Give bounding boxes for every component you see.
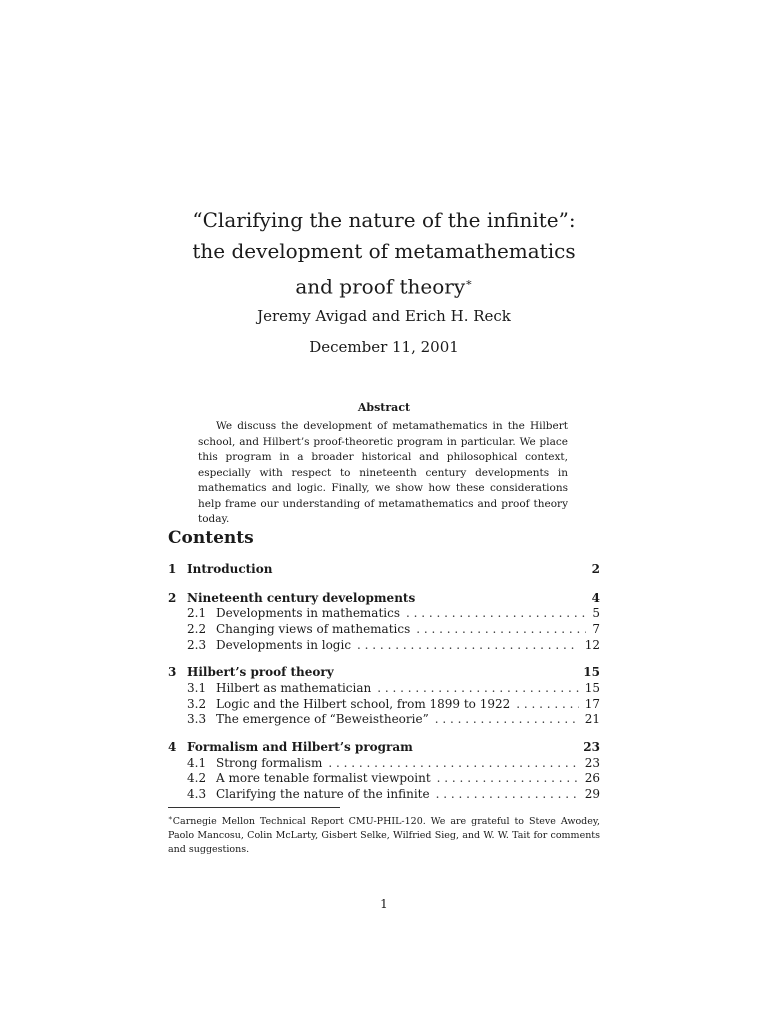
- toc-entry-page: 17: [584, 697, 600, 711]
- toc-entry-title: Changing views of mathematics: [216, 622, 411, 636]
- footnote-mark: ∗: [168, 814, 173, 822]
- toc-entry-page: 23: [584, 756, 600, 770]
- contents-heading: Contents: [168, 528, 254, 548]
- toc-entry-page: 26: [584, 771, 600, 785]
- toc-leader-dots: [436, 787, 579, 801]
- toc-entry-title: Formalism and Hilbert’s program: [187, 740, 413, 754]
- toc-entry-number: 3.2: [187, 697, 207, 711]
- toc-entry-title: Hilbert’s proof theory: [187, 665, 334, 679]
- title-line-3: [0, 267, 768, 303]
- toc-entry-page: 15: [583, 665, 600, 679]
- toc-entry-number: 1: [168, 562, 177, 576]
- authors: Jeremy Avigad and Erich H. Reck: [257, 307, 511, 325]
- toc-entry-number: 4: [168, 740, 177, 754]
- toc-entry-page: 23: [583, 740, 600, 754]
- toc-entry[interactable]: [168, 622, 600, 636]
- abstract-text: We discuss the development of metamathematics in the Hilbert school, and Hilbert’s proof-theoretic program in particular. We place this program in a broader historical and philosophical context, especially with respect to nineteenth century developments in mathematics and logic. Finally, we show how these considerations help frame our understanding of metamathematics and proof theory today.: [198, 420, 568, 525]
- toc-entry-title: Hilbert as mathematician: [216, 681, 372, 695]
- toc-entry[interactable]: [168, 740, 600, 754]
- toc-leader-dots: [357, 638, 579, 652]
- toc-entry[interactable]: [168, 787, 600, 801]
- toc-leader-dots: [406, 606, 586, 620]
- toc-entry-title: Introduction: [187, 562, 273, 576]
- toc-entry-page: 29: [584, 787, 600, 801]
- toc-leader-dots: [377, 681, 578, 695]
- toc-entry-number: 3: [168, 665, 177, 679]
- toc-entry[interactable]: [168, 562, 600, 576]
- toc-entry[interactable]: [168, 681, 600, 695]
- toc-entry-title: The emergence of “Beweistheorie”: [216, 712, 429, 726]
- toc-entry[interactable]: [168, 756, 600, 770]
- toc-entry[interactable]: [168, 606, 600, 620]
- toc-entry-title: Logic and the Hilbert school, from 1899 to 1922: [216, 697, 511, 711]
- footnote-rule: [168, 807, 340, 808]
- footnote-text: Carnegie Mellon Technical Report CMU-PHIL-120. We are grateful to Steve Awodey, Paolo Mancosu, Colin McLarty, Gisbert Selke, Wilfried Sieg, and W. W. Tait for comments and suggestions.: [168, 816, 600, 856]
- title-line-3-text: and proof theory: [295, 274, 466, 299]
- toc-entry-number: 3.3: [187, 712, 207, 726]
- toc-entry[interactable]: [168, 665, 600, 679]
- toc-entry-number: 2: [168, 591, 177, 605]
- toc-entry-number: 2.3: [187, 638, 207, 652]
- toc-entry[interactable]: [168, 697, 600, 711]
- toc-entry-page: 4: [591, 591, 600, 605]
- toc-entry-number: 2.2: [187, 622, 207, 636]
- toc-entry-title: Clarifying the nature of the infinite: [216, 787, 430, 801]
- title-line-1: “Clarifying the nature of the infinite”:: [192, 208, 576, 232]
- toc-entry-title: Developments in logic: [216, 638, 352, 652]
- title-footnote-mark: ∗: [465, 276, 473, 289]
- toc-entry-number: 4.1: [187, 756, 207, 770]
- toc-entry-number: 2.1: [187, 606, 207, 620]
- toc-entry-page: 5: [592, 606, 600, 620]
- toc-entry-number: 4.2: [187, 771, 207, 785]
- toc-leader-dots: [416, 622, 586, 636]
- toc-entry-title: Developments in mathematics: [216, 606, 400, 620]
- toc-entry-page: 15: [584, 681, 600, 695]
- toc-entry-title: Strong formalism: [216, 756, 323, 770]
- page-number: 1: [380, 897, 388, 911]
- toc-entry-title: Nineteenth century developments: [187, 591, 416, 605]
- toc-entry[interactable]: [168, 638, 600, 652]
- toc-entry-title: A more tenable formalist viewpoint: [216, 771, 431, 785]
- toc-leader-dots: [328, 756, 578, 770]
- toc-entry-page: 2: [591, 562, 600, 576]
- toc-entry-page: 12: [584, 638, 600, 652]
- toc-entry[interactable]: [168, 591, 600, 605]
- toc-entry[interactable]: [168, 771, 600, 785]
- paper-title: [0, 205, 768, 303]
- toc-leader-dots: [516, 697, 578, 711]
- toc-entry-number: 3.1: [187, 681, 207, 695]
- toc-entry-page: 21: [584, 712, 600, 726]
- toc-entry-number: 4.3: [187, 787, 207, 801]
- toc-leader-dots: [435, 712, 579, 726]
- footnote: [168, 811, 600, 857]
- date: December 11, 2001: [309, 338, 459, 356]
- abstract-heading: Abstract: [357, 401, 411, 414]
- toc-entry-page: 7: [592, 622, 600, 636]
- toc-leader-dots: [437, 771, 579, 785]
- title-line-2: the development of metamathematics: [192, 239, 576, 263]
- toc-entry[interactable]: [168, 712, 600, 726]
